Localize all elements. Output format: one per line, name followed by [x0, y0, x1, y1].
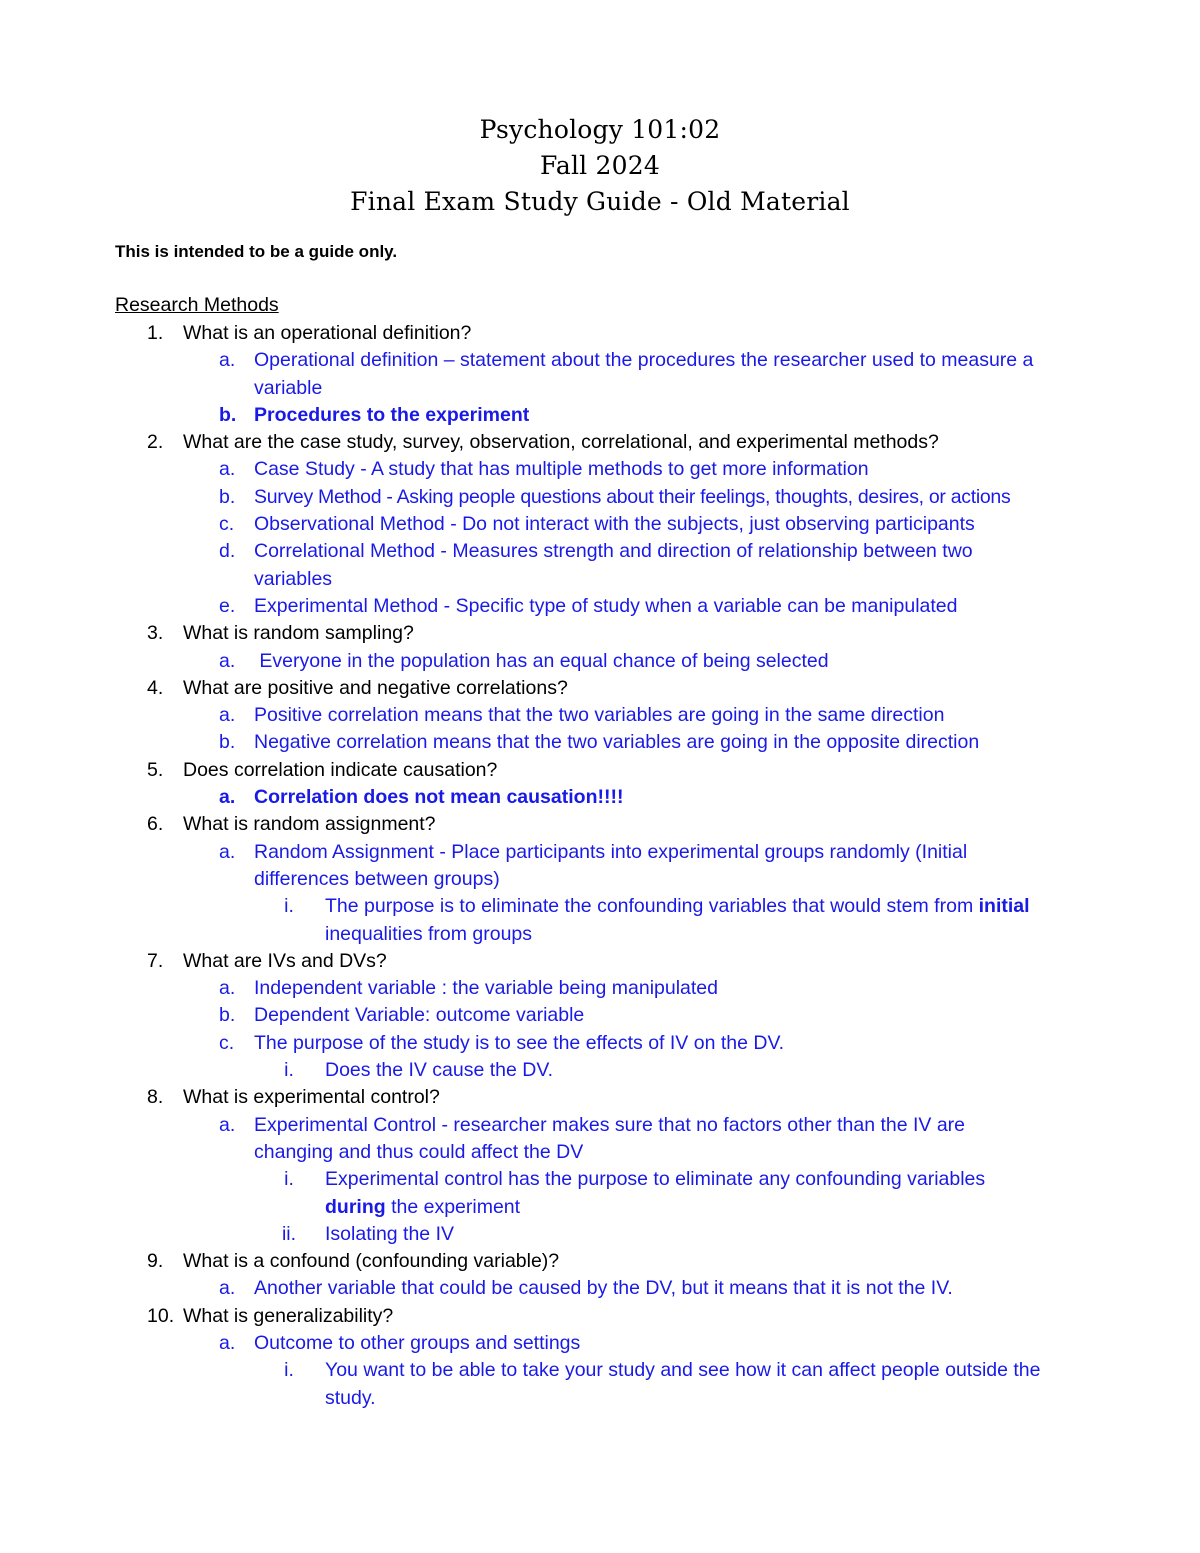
item-marker: ii.	[281, 1222, 297, 1245]
answer-item	[0, 702, 1200, 729]
item-marker: 6.	[147, 813, 164, 836]
answer-item	[0, 456, 1200, 483]
item-marker: a.	[219, 1113, 236, 1136]
item-text: What is generalizability?	[183, 1304, 394, 1327]
item-text: Does the IV cause the DV.	[325, 1059, 554, 1082]
answer-item	[0, 484, 1200, 511]
item-marker: 7.	[147, 949, 164, 972]
answer-item	[0, 975, 1200, 1002]
question-item	[0, 429, 1200, 456]
item-marker: b.	[219, 403, 237, 426]
item-text: Operational definition – statement about the procedures the researcher used to measure a variable	[254, 349, 1034, 399]
item-text: Outcome to other groups and settings	[254, 1331, 581, 1354]
question-item	[0, 811, 1200, 838]
item-text-end: the experiment	[385, 1195, 521, 1218]
answer-item	[0, 1275, 1200, 1302]
answer-item	[0, 538, 1200, 593]
item-text-start: The purpose is to eliminate the confounding variables that would stem from	[325, 895, 979, 918]
item-marker: a.	[219, 458, 236, 481]
item-text: Positive correlation means that the two variables are going in the same direction	[254, 704, 945, 727]
item-text: Negative correlation means that the two variables are going in the opposite direction	[254, 731, 980, 754]
question-item	[0, 1303, 1200, 1330]
item-marker: 2.	[147, 431, 164, 454]
item-text: What is random assignment?	[183, 813, 436, 836]
item-text: What are the case study, survey, observation, correlational, and experimental methods?	[183, 431, 939, 454]
answer-item	[0, 1112, 1200, 1167]
intro-note: This is intended to be a guide only.	[115, 242, 398, 261]
item-marker: a.	[219, 840, 236, 863]
item-marker: a.	[219, 649, 236, 672]
question-item	[0, 1248, 1200, 1275]
item-text: Correlation does not mean causation!!!!	[254, 786, 624, 809]
item-text: Does correlation indicate causation?	[183, 758, 498, 781]
item-text	[325, 893, 1085, 948]
item-marker: a.	[219, 704, 236, 727]
guide-title: Final Exam Study Guide - Old Material	[350, 187, 850, 216]
item-marker: e.	[219, 594, 236, 617]
sub-answer-item	[0, 1166, 1200, 1221]
item-marker: c.	[219, 1031, 235, 1054]
item-text: Correlational Method - Measures strength and direction of relationship between two variables	[254, 540, 973, 590]
item-marker: a.	[219, 786, 236, 809]
item-text: What is random sampling?	[183, 622, 414, 645]
item-marker: a.	[219, 349, 236, 372]
item-text: Experimental Method - Specific type of study when a variable can be manipulated	[254, 594, 958, 617]
question-item	[0, 620, 1200, 647]
item-marker: b.	[219, 731, 236, 754]
item-text: Isolating the IV	[325, 1222, 454, 1245]
item-text: Dependent Variable: outcome variable	[254, 1004, 585, 1027]
item-marker: i.	[284, 1168, 294, 1191]
item-marker: i.	[284, 1059, 294, 1082]
item-marker: 9.	[147, 1250, 164, 1273]
answer-item	[0, 593, 1200, 620]
item-text: What is an operational definition?	[183, 322, 472, 344]
item-text: Observational Method - Do not interact with the subjects, just observing participants	[254, 513, 975, 536]
item-text-end: inequalities from groups	[325, 922, 533, 945]
answer-item	[0, 729, 1200, 756]
sub-answer-item	[0, 893, 1200, 948]
item-text: Random Assignment - Place participants into experimental groups randomly (Initial differences between groups)	[254, 840, 968, 890]
item-marker: 3.	[147, 622, 164, 645]
item-text: Case Study - A study that has multiple methods to get more information	[254, 458, 869, 481]
answer-item	[0, 1030, 1200, 1057]
item-text: What are IVs and DVs?	[183, 949, 387, 972]
item-marker: d.	[219, 540, 236, 563]
question-item	[0, 320, 1200, 347]
item-marker: a.	[219, 1331, 236, 1354]
answer-item	[0, 648, 1200, 675]
item-text: Independent variable : the variable being manipulated	[254, 977, 719, 1000]
section-heading: Research Methods	[115, 294, 279, 316]
answer-item	[0, 1330, 1200, 1357]
item-marker: i.	[284, 895, 294, 918]
question-item	[0, 757, 1200, 784]
item-marker: 4.	[147, 676, 164, 699]
item-marker: b.	[219, 485, 236, 508]
sub-answer-item	[0, 1057, 1200, 1084]
item-text: Survey Method - Asking people questions about their feelings, thoughts, desires, or actions	[254, 485, 1011, 508]
document-title-block	[0, 112, 1200, 220]
item-marker: 1.	[147, 322, 164, 344]
item-text: Procedures to the experiment	[254, 403, 530, 426]
item-text: Experimental Control - researcher makes sure that no factors other than the IV are changing and thus could affect the DV	[254, 1113, 966, 1163]
item-text: Everyone in the population has an equal chance of being selected	[254, 649, 829, 672]
item-marker: i.	[284, 1359, 294, 1382]
item-marker: a.	[219, 977, 236, 1000]
item-text-bold: initial	[978, 895, 1030, 918]
item-text	[325, 1166, 1045, 1221]
item-text: What is a confound (confounding variable)?	[183, 1250, 560, 1273]
item-text: What are positive and negative correlations?	[183, 676, 568, 699]
answer-item	[0, 784, 1200, 811]
item-marker: 5.	[147, 758, 164, 781]
item-marker: a.	[219, 1277, 236, 1300]
question-item	[0, 948, 1200, 975]
item-text-start: Experimental control has the purpose to eliminate any confounding variables	[325, 1168, 986, 1191]
item-text: The purpose of the study is to see the effects of IV on the DV.	[254, 1031, 785, 1054]
item-text: Another variable that could be caused by the DV, but it means that it is not the IV.	[254, 1277, 953, 1300]
answer-item	[0, 402, 1200, 429]
item-text: What is experimental control?	[183, 1086, 440, 1109]
answer-item	[0, 839, 1200, 894]
question-item	[0, 1084, 1200, 1111]
answer-item	[0, 1002, 1200, 1029]
item-marker: c.	[219, 513, 235, 536]
answer-item	[0, 511, 1200, 538]
item-text-bold: during	[325, 1195, 386, 1218]
item-marker: 8.	[147, 1086, 164, 1109]
sub-answer-item	[0, 1221, 1200, 1248]
item-marker: 10.	[147, 1304, 175, 1327]
item-text: You want to be able to take your study and see how it can affect people outside the study.	[325, 1359, 1041, 1409]
course-title: Psychology 101:02	[479, 115, 721, 144]
sub-answer-item	[0, 1357, 1200, 1412]
question-item	[0, 675, 1200, 702]
answer-item	[0, 347, 1200, 402]
term-title: Fall 2024	[540, 151, 660, 180]
item-marker: b.	[219, 1004, 236, 1027]
study-guide-list	[0, 320, 1200, 1412]
